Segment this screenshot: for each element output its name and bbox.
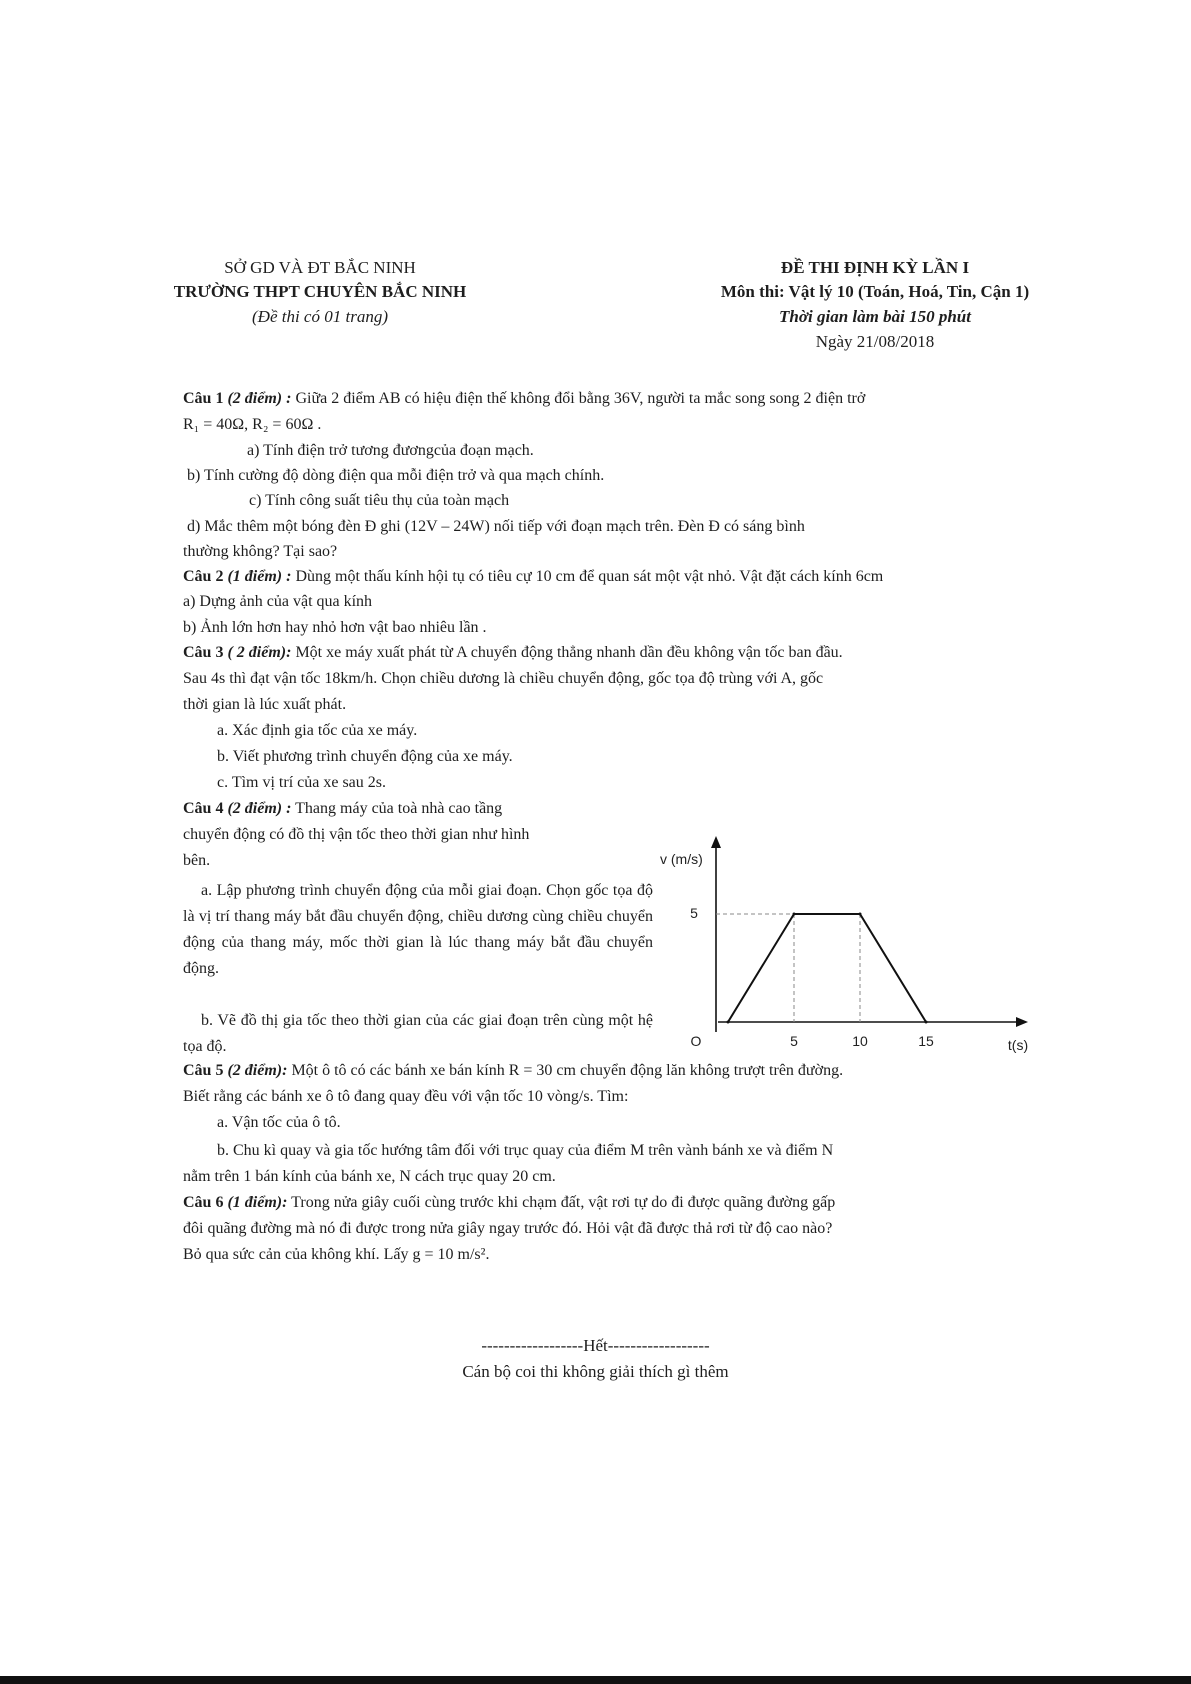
velocity-series-line <box>728 914 926 1022</box>
dept-name: SỞ GD VÀ ĐT BẮC NINH <box>224 258 416 277</box>
y-axis-arrow <box>711 836 721 848</box>
exam-duration: Thời gian làm bài 150 phút <box>779 307 971 326</box>
y-axis-label: v (m/s) <box>660 851 703 867</box>
q1-text: Giữa 2 điểm AB có hiệu điện thế không đổi bằng 36V, người ta mắc song song 2 điện trở <box>295 390 866 407</box>
data-point-2 <box>859 913 862 916</box>
q1-points: (2 điểm) : <box>227 390 292 407</box>
q3-text-line2: Sau 4s thì đạt vận tốc 18km/h. Chọn chiều dương là chiều chuyển động, gốc tọa độ trùng với A, gốc <box>183 670 824 687</box>
q4-statement <box>183 800 502 818</box>
q2-text: Dùng một thấu kính hội tụ có tiêu cự 10 cm để quan sát một vật nhỏ. Vật đặt cách kính 6cm <box>295 568 884 585</box>
scan-edge <box>0 1676 1191 1684</box>
q3-part-a: a. Xác định gia tốc của xe máy. <box>217 722 418 739</box>
q3-text-line1: Một xe máy xuất phát từ A chuyển động thẳng nhanh dần đều không vận tốc ban đầu. <box>295 644 843 661</box>
q4-points: (2 điểm) : <box>227 800 292 817</box>
q1-part-b: b) Tính cường độ dòng điện qua mỗi điện trở và qua mạch chính. <box>187 467 605 484</box>
q3-part-b: b. Viết phương trình chuyển động của xe máy. <box>217 748 513 765</box>
q3-label: Câu 3 <box>183 644 224 661</box>
q4-part-a: a. Lập phương trình chuyển động của mỗi giai đoạn. Chọn gốc tọa độ là vị trí thang máy bắt đầu chuyển động, chiều dương cùng chiều chuyển động của thang máy, mốc thời gian là lúc thang máy bắt đầu chuyển động. <box>183 882 653 977</box>
q1-statement <box>183 390 865 408</box>
exam-date: Ngày 21/08/2018 <box>815 332 935 351</box>
q5-statement <box>183 1062 843 1080</box>
data-point-0 <box>727 1021 730 1024</box>
proctor-note: Cán bộ coi thi không giải thích gì thêm <box>462 1362 729 1381</box>
origin-label: O <box>690 1033 702 1049</box>
q6-text-line2: đôi quãng đường mà nó đi được trong nửa giây ngay trước đó. Hỏi vật đã được thả rơi từ độ cao nào? <box>183 1220 833 1237</box>
q5-part-b-line2: nằm trên 1 bán kính của bánh xe, N cách trục quay 20 cm. <box>183 1168 556 1185</box>
data-point-3 <box>925 1021 928 1024</box>
q1-part-d-line1: d) Mắc thêm một bóng đèn Đ ghi (12V – 24W) nối tiếp với đoạn mạch trên. Đèn Đ có sáng bình <box>187 518 805 535</box>
q6-statement <box>183 1194 835 1212</box>
q5-part-a: a. Vận tốc của ô tô. <box>217 1114 341 1131</box>
q5-points: (2 điểm): <box>227 1062 288 1079</box>
q3-statement <box>183 644 843 662</box>
q1-label: Câu 1 <box>183 390 224 407</box>
q1-part-c: c) Tính công suất tiêu thụ của toàn mạch <box>249 492 510 509</box>
q2-label: Câu 2 <box>183 568 224 585</box>
q4-text-line1: Thang máy của toà nhà cao tầng <box>295 800 503 817</box>
q5-text-line1: Một ô tô có các bánh xe bán kính R = 30 cm chuyển động lăn không trượt trên đường. <box>291 1062 844 1079</box>
q6-points: (1 điểm): <box>227 1194 288 1211</box>
exam-title: ĐỀ THI ĐỊNH KỲ LẦN I <box>780 258 970 277</box>
q1-part-a: a) Tính điện trở tương đươngcủa đoạn mạch. <box>247 442 534 459</box>
x-tick-10: 10 <box>852 1033 868 1049</box>
q5-text-line2: Biết rằng các bánh xe ô tô đang quay đều với vận tốc 10 vòng/s. Tìm: <box>183 1088 629 1105</box>
q5-part-b-line1: b. Chu kì quay và gia tốc hướng tâm đối với trục quay của điểm M trên vành bánh xe và điểm N <box>217 1142 834 1159</box>
page-count-note: (Đề thi có 01 trang) <box>252 307 388 326</box>
x-tick-5: 5 <box>790 1033 798 1049</box>
q1-part-d-line2: thường không? Tại sao? <box>183 543 338 560</box>
school-name: TRƯỜNG THPT CHUYÊN BẮC NINH <box>173 282 467 301</box>
end-marker: ------------------Hết------------------ <box>481 1336 710 1355</box>
x-axis-label: t(s) <box>1007 1037 1029 1053</box>
x-axis-arrow <box>1016 1017 1028 1027</box>
q2-part-b: b) Ảnh lớn hơn hay nhỏ hơn vật bao nhiêu lần . <box>183 619 487 636</box>
velocity-time-graph <box>660 824 1040 1062</box>
q4-label: Câu 4 <box>183 800 224 817</box>
q2-statement <box>183 568 883 586</box>
q2-points: (1 điểm) : <box>227 568 292 585</box>
x-tick-15: 15 <box>918 1033 934 1049</box>
q3-points: ( 2 điểm): <box>227 644 292 661</box>
y-tick-5: 5 <box>690 905 698 921</box>
q4-text-line3: bên. <box>183 852 211 869</box>
q6-text-line3: Bỏ qua sức cản của không khí. Lấy g = 10 m/s². <box>183 1246 490 1263</box>
q3-part-c: c. Tìm vị trí của xe sau 2s. <box>217 774 386 791</box>
q3-text-line3: thời gian là lúc xuất phát. <box>183 696 347 713</box>
q6-label: Câu 6 <box>183 1194 224 1211</box>
data-point-1 <box>793 913 796 916</box>
q6-text-line1: Trong nửa giây cuối cùng trước khi chạm đất, vật rơi tự do đi được quãng đường gấp <box>291 1194 836 1211</box>
q2-part-a: a) Dựng ảnh của vật qua kính <box>183 593 373 610</box>
q4-part-b: b. Vẽ đồ thị gia tốc theo thời gian của các giai đoạn trên cùng một hệ tọa độ. <box>183 1012 653 1055</box>
q5-label: Câu 5 <box>183 1062 224 1079</box>
q1-resistors: R₁ = 40Ω, R₂ = 60Ω . <box>183 416 322 433</box>
q4-text-line2: chuyển động có đồ thị vận tốc theo thời gian như hình <box>183 826 530 843</box>
exam-subject: Môn thi: Vật lý 10 (Toán, Hoá, Tin, Cận 1) <box>720 282 1030 301</box>
